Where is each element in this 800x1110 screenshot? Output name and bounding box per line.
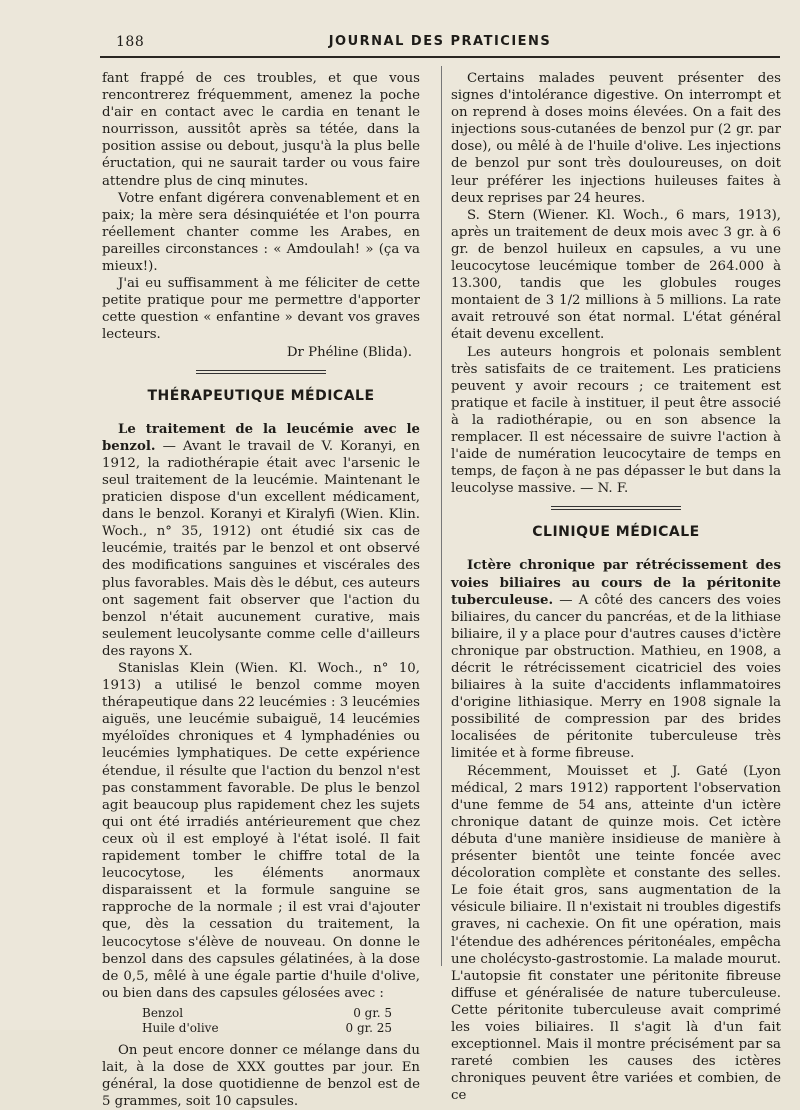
section-title-clinique: CLINIQUE MÉDICALE bbox=[532, 524, 700, 541]
column-divider bbox=[441, 66, 442, 966]
paragraph: J'ai eu suffisamment à me féliciter de cette petite pratique pour me permettre d'apporter cette question « enfantine » devant vos graves lecteurs. bbox=[102, 276, 420, 343]
formula-table bbox=[142, 1006, 392, 1036]
intro-paragraph: fant frappé de ces troubles, et que vous rencontrerez fréquemment, amenez la poche d'air en contact avec le cardia en tenant le nourrisson, aussitôt après sa tétée, dans la position assise ou debout, jusqu'à la plus belle éructation, qui ne saurait tarder ou vous faire attendre plus de cinq minutes. bbox=[102, 71, 420, 189]
right-column bbox=[451, 70, 781, 1104]
article-paragraph: Certains malades peuvent présenter des signes d'intolérance digestive. On interrompt et on reprend à doses moins élevées. On a fait des injections sous-cutanées de benzol pur (2 gr. par dose), ou mêlé à de l'huile d'olive. Les injections de benzol pur sont très douloureuses, on doit leur préférer les injections huileuses faites à deux reprises par 24 heures. bbox=[451, 71, 781, 206]
formula-ingredient: Benzol bbox=[142, 1005, 184, 1020]
article-paragraph: On peut encore donner ce mélange dans du lait, à la dose de XXX gouttes par jour. En général, la dose quotidienne de benzol est de 5 grammes, soit 10 capsules. bbox=[102, 1042, 420, 1110]
formula-ingredient: Huile d'olive bbox=[142, 1020, 219, 1035]
article-paragraph: S. Stern (Wiener. Kl. Woch., 6 mars, 1913), après un traitement de deux mois avec 3 gr. à 6 gr. de benzol huileux en capsules, a vu une leucocytose leucémique tomber de 264.000 à 13.300, tandis que les globules rouges montaient de 3 1/2 millions à 5 millions. La rate avait retrouvé son état normal. L'état général était devenu excellent. bbox=[451, 207, 781, 343]
formula-dose: 0 gr. 25 bbox=[345, 1020, 392, 1035]
article-paragraph: Récemment, Mouisset et J. Gaté (Lyon médical, 2 mars 1912) rapportent l'observation d'une femme de 54 ans, atteinte d'un ictère chronique datant de quinze mois. Cet ictère débuta d'une manière insidieuse de manière à présenter bientôt une teinte foncée avec décoloration complète et constante des selles. Le foie était gros, sans augmentation de la vésicule biliaire. Il n'existait ni troubles digestifs graves, ni cachexie. On fit une opération, mais l'étendue des adhérences péritonéales, empêcha une cholécysto-gastrostomie. La malade mourut. L'autopsie fit constater une péritonite fibreuse diffuse et généralisée de nature tuberculeuse. Cette péritonite tuberculeuse avait comprimé les voies biliaires. Il s'agit là d'un fait exceptionnel. Mais il montre précisément par sa rareté combien les causes des ictères chroniques peuvent être variées et combien, de ce bbox=[451, 763, 781, 1104]
section-separator bbox=[551, 506, 681, 510]
paragraph: Votre enfant digérera convenablement et en paix; la mère sera désinquiétée et l'on pourra réellement chanter comme les Arabes, en pareilles circonstances : « Amdoulah! » (ça va mieux!). bbox=[102, 190, 420, 275]
article-paragraph: — Avant le travail de V. Koranyi, en 1912, la radiothérapie était avec l'arsenic le seul traitement de la leucémie. Maintenant le praticien dispose d'un excellent médicament, dans le benzol. Koranyi et Kiralyfi (Wien. Klin. Woch., n° 35, 1912) ont étudié six cas de leucémie, traités par le benzol et ont observé des modifications sanguines et viscérales des plus favorables. Mais dès le début, ces auteurs ont sagement fait observer que l'action du benzol n'était aucunement curative, mais seulement leucolysante comme celle d'ailleurs des rayons X. bbox=[102, 438, 420, 659]
formula-row bbox=[142, 1006, 392, 1021]
section-separator bbox=[196, 370, 326, 374]
left-column bbox=[102, 70, 420, 1110]
article-paragraph: — A côté des cancers des voies biliaires, du cancer du pancréas, et de la lithiase biliaire, il y a place pour d'autres causes d'ictère chronique par obstruction. Mathieu, en 1908, a décrit le rétrécissement cicatriciel des voies biliaires à la suite d'accidents inflammatoires d'origine lithiasique. Merry en 1908 signale la possibilité de compression par des brides localisées de péritonite tuberculeuse très limitée et à forme fibreuse. bbox=[451, 592, 781, 762]
journal-title: JOURNAL DES PRATICIENS bbox=[328, 34, 552, 49]
article-paragraph: Les auteurs hongrois et polonais semblent très satisfaits de ce traitement. Les praticiens peuvent y avoir recours ; ce traitement est pratique et facile à instituer, il peut être associé à la radiothérapie, ou en son absence la remplacer. Il est nécessaire de suivre l'action à l'aide de numération leucocytaire de temps en temps, de façon à ne pas dépasser le but dans la leucolyse massive. — N. F. bbox=[451, 344, 781, 497]
page-number: 188 bbox=[116, 34, 145, 50]
section-title-therapeutique: THÉRAPEUTIQUE MÉDICALE bbox=[147, 387, 375, 404]
formula-row bbox=[142, 1021, 392, 1036]
article-paragraph: Stanislas Klein (Wien. Kl. Woch., n° 10, 1913) a utilisé le benzol comme moyen thérapeutique dans 22 leucémies : 3 leucémies aiguës, une leucémie subaiguë, 14 leucémies myéloïdes chroniques et 4 lymphadénies ou leucémies lymphatiques. De cette expérience étendue, il résulte que l'action du benzol n'est pas constamment favorable. De plus le benzol agit beaucoup plus rapidement chez les sujets qui ont été irradiés antérieurement que chez ceux où il est employé à l'état isolé. Il fait rapidement tomber le chiffre total de la leucocytose, les éléments anormaux disparaissent et la formule sanguine se rapproche de la normale ; il est vrai d'ajouter que, dès la cessation du traitement, la leucocytose s'élève de nouveau. On donne le benzol dans des capsules gélatinées, à la dose de 0,5, mêlé à une égale partie d'huile d'olive, ou bien dans des capsules gélosées avec : bbox=[102, 661, 420, 1001]
page-header bbox=[100, 30, 780, 58]
formula-dose: 0 gr. 5 bbox=[353, 1005, 392, 1020]
author-signature: Dr Phéline (Blida). bbox=[286, 344, 412, 360]
article-title-ictere: Ictère chronique par rétrécissement des voies biliaires au cours de la péritonite tuberculeuse. bbox=[451, 558, 781, 608]
article-title-leucemie: Le traitement de la leucémie avec le benzol. bbox=[102, 421, 420, 454]
